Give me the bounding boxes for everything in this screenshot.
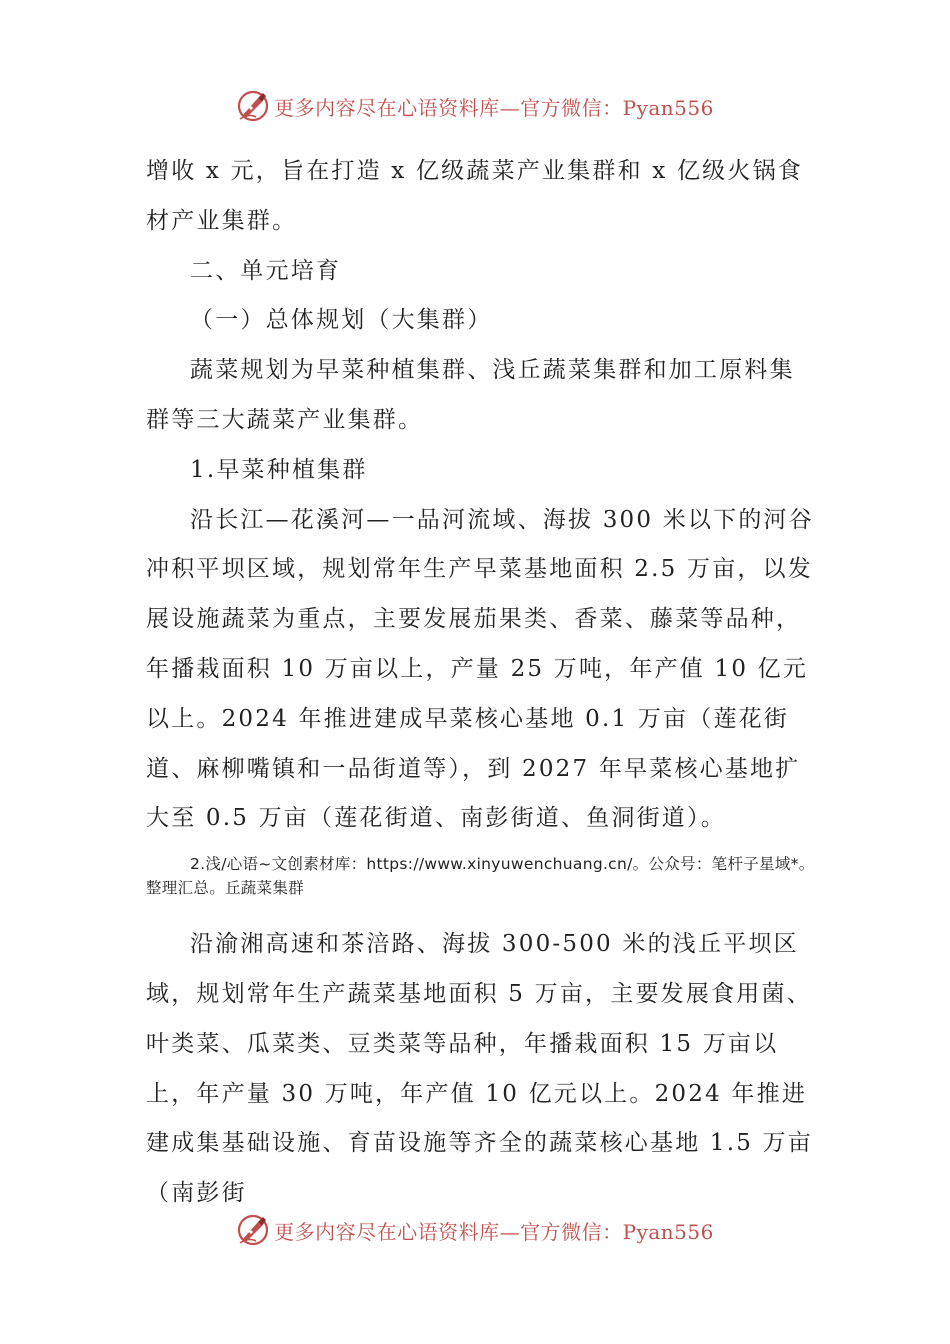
paragraph-3: 沿长江—花溪河—一品河流域、海拔 300 米以下的河谷冲积平坝区域，规划常年生产早菜基地面积 2.5 万亩，以发展设施蔬菜为重点，主要发展茄果类、香菜、藤菜等品种，年播栽面积 10 万亩以上，产量 25 万吨，年产值 10 亿元以上。2024 年推进建成早菜核心基地 0.1 万亩（莲花街道、麻柳嘴镇和一品街道等），到 2027 年早菜核心基地扩大至 0.5 万亩（莲花街道、南彭街道、鱼洞街道）。 <box>146 506 814 832</box>
pen-nib-logo-icon <box>236 1213 270 1247</box>
paragraph-2: 蔬菜规划为早菜种植集群、浅丘蔬菜集群和加工原料集群等三大蔬菜产业集群。 <box>146 357 795 433</box>
subsection-heading: （一）总体规划（大集群） <box>190 307 493 334</box>
paragraph-4: 沿渝湘高速和茶涪路、海拔 300-500 米的浅丘平坝区域，规划常年生产蔬菜基地面积 5 万亩，主要发展食用菌、叶类菜、瓜菜类、豆类菜等品种，年播栽面积 15 万亩以上，年产量 30 万吨，年产值 10 亿元以上。2024 年推进建成集基础设施、育苗设施等齐全的蔬菜核心基地 1.5 万亩（南彭街 <box>146 931 813 1207</box>
footer-banner <box>0 1208 950 1252</box>
item-heading-1: 1.早菜种植集群 <box>190 456 368 483</box>
header-banner <box>0 84 950 128</box>
pen-nib-logo-icon <box>236 89 270 123</box>
paragraph-1: 增收 x 元，旨在打造 x 亿级蔬菜产业集群和 x 亿级火锅食材产业集群。 <box>146 158 803 234</box>
footer-banner-text: 更多内容尽在心语资料库—官方微信：Pyan556 <box>274 1219 714 1244</box>
section-heading: 二、单元培育 <box>190 257 342 284</box>
document-body <box>146 147 816 1219</box>
source-note: 2.浅/心语~文创素材库：https://www.xinyuwenchuang.cn/。公众号：笔杆子星域*。整理汇总。丘蔬菜集群 <box>146 855 815 898</box>
header-banner-text: 更多内容尽在心语资料库—官方微信：Pyan556 <box>274 95 714 120</box>
